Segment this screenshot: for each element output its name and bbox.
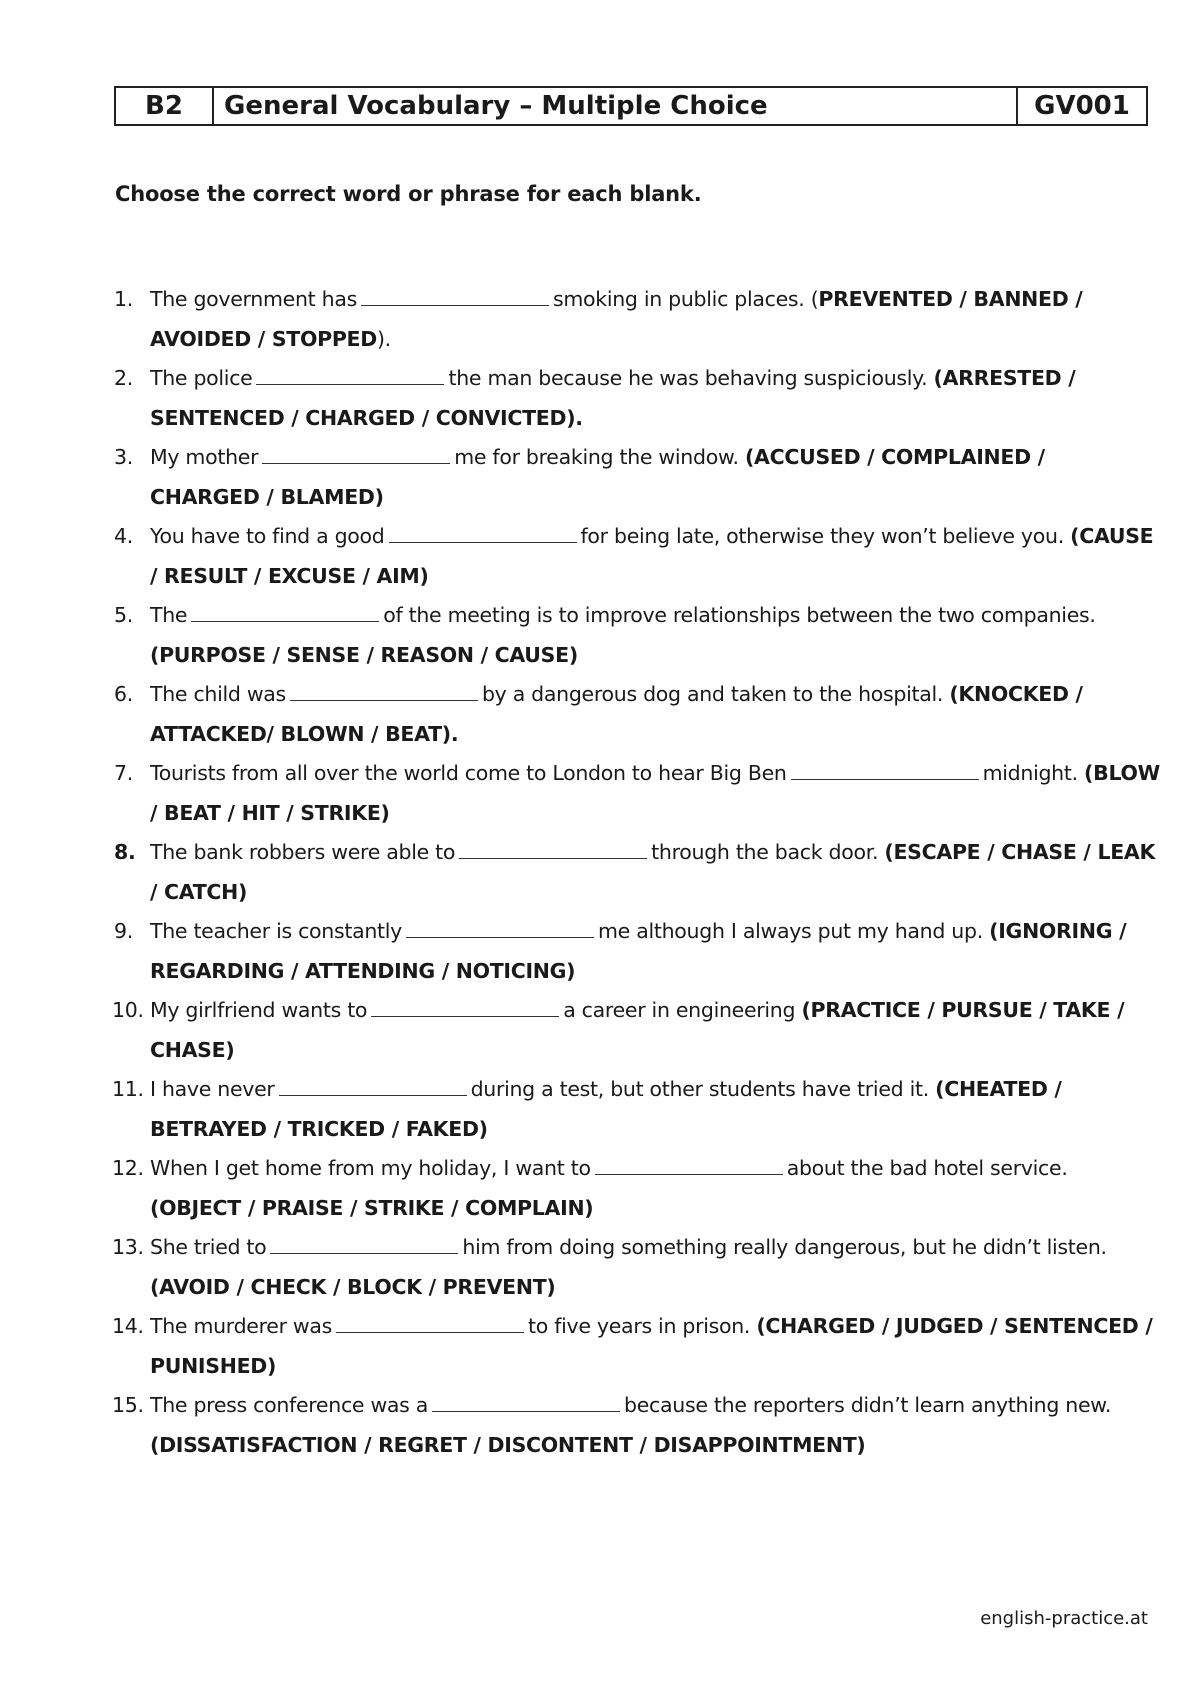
question-text-before: The press conference was a <box>150 1393 429 1417</box>
question-text-before: I have never <box>150 1077 275 1101</box>
question-item <box>110 280 1160 359</box>
question-text-before: The bank robbers were able to <box>150 840 456 864</box>
answer-options: (CHEATED / BETRAYED / TRICKED / FAKED) <box>150 1077 1062 1141</box>
question-item <box>110 991 1160 1070</box>
question-text-after: by a dangerous dog and taken to the hospital. <box>481 682 950 706</box>
question-text-after: for being late, otherwise they won’t believe you. <box>580 524 1071 548</box>
question-text-before: My girlfriend wants to <box>150 998 368 1022</box>
question-end: . <box>575 405 583 430</box>
question-item <box>110 517 1160 596</box>
footer-website: english-practice.at <box>980 1608 1148 1629</box>
question-text-before: When I get home from my holiday, I want to <box>150 1156 591 1180</box>
question-item <box>110 675 1160 754</box>
question-number: 5. <box>114 603 133 627</box>
answer-blank[interactable] <box>432 1389 620 1412</box>
instruction-text: Choose the correct word or phrase for each blank. <box>115 182 702 206</box>
answer-blank[interactable] <box>262 441 450 464</box>
question-number: 8. <box>114 840 136 864</box>
question-text-after: me although I always put my hand up. <box>598 919 990 943</box>
question-text-before: You have to find a good <box>150 524 385 548</box>
answer-options: (PRACTICE / PURSUE / TAKE / CHASE) <box>150 998 1125 1062</box>
answer-options: (DISSATISFACTION / REGRET / DISCONTENT / DISAPPOINTMENT) <box>150 1432 866 1457</box>
question-item <box>110 1386 1160 1465</box>
question-number: 4. <box>114 524 133 548</box>
question-item <box>110 359 1160 438</box>
question-text-after: about the bad hotel service. <box>786 1156 1068 1180</box>
question-text-after: the man because he was behaving suspiciously. <box>448 366 934 390</box>
answer-blank[interactable] <box>191 599 379 622</box>
question-item <box>110 754 1160 833</box>
question-text-after: through the back door. <box>651 840 885 864</box>
question-end: . <box>450 721 459 746</box>
question-list <box>110 280 1160 1465</box>
question-text-before: The police <box>150 366 253 390</box>
question-number: 6. <box>114 682 133 706</box>
answer-blank[interactable] <box>290 678 478 701</box>
answer-options: (KNOCKED / ATTACKED/ BLOWN / BEAT) <box>150 682 1083 746</box>
question-end: ). <box>376 326 391 351</box>
answer-blank[interactable] <box>406 915 594 938</box>
question-number: 11. <box>112 1077 144 1101</box>
question-item <box>110 1070 1160 1149</box>
answer-options: (PURPOSE / SENSE / REASON / CAUSE) <box>150 642 578 667</box>
question-text-before: She tried to <box>150 1235 267 1259</box>
question-number: 12. <box>112 1156 144 1180</box>
question-item <box>110 1228 1160 1307</box>
question-item <box>110 1149 1160 1228</box>
question-item <box>110 438 1160 517</box>
question-text-after: to five years in prison. <box>528 1314 757 1338</box>
question-number: 9. <box>114 919 133 943</box>
question-number: 14. <box>112 1314 144 1338</box>
answer-options: (CAUSE / RESULT / EXCUSE / AIM) <box>150 524 1154 588</box>
worksheet-title: General Vocabulary – Multiple Choice <box>214 88 1018 124</box>
worksheet-code: GV001 <box>1034 91 1130 121</box>
question-number: 2. <box>114 366 133 390</box>
question-text-after: of the meeting is to improve relationships between the two companies. <box>383 603 1096 627</box>
question-text-after: me for breaking the window. <box>454 445 745 469</box>
question-number: 15. <box>112 1393 144 1417</box>
question-text-before: The <box>150 603 188 627</box>
question-text-after: him from doing something really dangerous, but he didn’t listen. <box>462 1235 1107 1259</box>
answer-options: PREVENTED / BANNED / AVOIDED / STOPPED <box>150 287 1083 351</box>
question-text-before: The government has <box>150 287 357 311</box>
answer-blank[interactable] <box>256 362 444 385</box>
answer-options: (OBJECT / PRAISE / STRIKE / COMPLAIN) <box>150 1195 594 1220</box>
answer-options: (ACCUSED / COMPLAINED / CHARGED / BLAMED) <box>150 445 1045 509</box>
answer-blank[interactable] <box>361 283 549 306</box>
question-item <box>110 912 1160 991</box>
answer-options: (ESCAPE / CHASE / LEAK / CATCH) <box>150 840 1156 904</box>
answer-blank[interactable] <box>791 757 979 780</box>
level-cell: B2 <box>116 88 214 124</box>
question-text-after: midnight. <box>982 761 1085 785</box>
question-text-before: The teacher is constantly <box>150 919 403 943</box>
answer-blank[interactable] <box>595 1152 783 1175</box>
answer-options: (BLOW / BEAT / HIT / STRIKE) <box>150 761 1160 825</box>
header-table <box>114 86 1148 126</box>
answer-blank[interactable] <box>270 1231 458 1254</box>
answer-options: (CHARGED / JUDGED / SENTENCED / PUNISHED) <box>150 1314 1153 1378</box>
answer-blank[interactable] <box>336 1310 524 1333</box>
question-text-before: The child was <box>150 682 286 706</box>
question-text-after: smoking in public places. ( <box>552 287 819 311</box>
question-text-after: because the reporters didn’t learn anything new. <box>624 1393 1112 1417</box>
question-item <box>110 1307 1160 1386</box>
answer-blank[interactable] <box>389 520 577 543</box>
question-item <box>110 596 1160 675</box>
answer-blank[interactable] <box>459 836 647 859</box>
question-number: 3. <box>114 445 133 469</box>
question-number: 7. <box>114 761 133 785</box>
answer-options: (IGNORING / REGARDING / ATTENDING / NOTICING) <box>150 919 1127 983</box>
question-number: 1. <box>114 287 133 311</box>
answer-blank[interactable] <box>279 1073 467 1096</box>
question-text-after: a career in engineering <box>563 998 802 1022</box>
question-text-before: My mother <box>150 445 259 469</box>
answer-blank[interactable] <box>371 994 559 1017</box>
question-text-before: Tourists from all over the world come to London to hear Big Ben <box>150 761 787 785</box>
question-number: 10. <box>112 998 144 1022</box>
answer-options: (AVOID / CHECK / BLOCK / PREVENT) <box>150 1274 556 1299</box>
question-number: 13. <box>112 1235 144 1259</box>
answer-options: (ARRESTED / SENTENCED / CHARGED / CONVICTED) <box>150 366 1076 430</box>
question-text-before: The murderer was <box>150 1314 333 1338</box>
question-text-after: during a test, but other students have tried it. <box>470 1077 936 1101</box>
question-item <box>110 833 1160 912</box>
